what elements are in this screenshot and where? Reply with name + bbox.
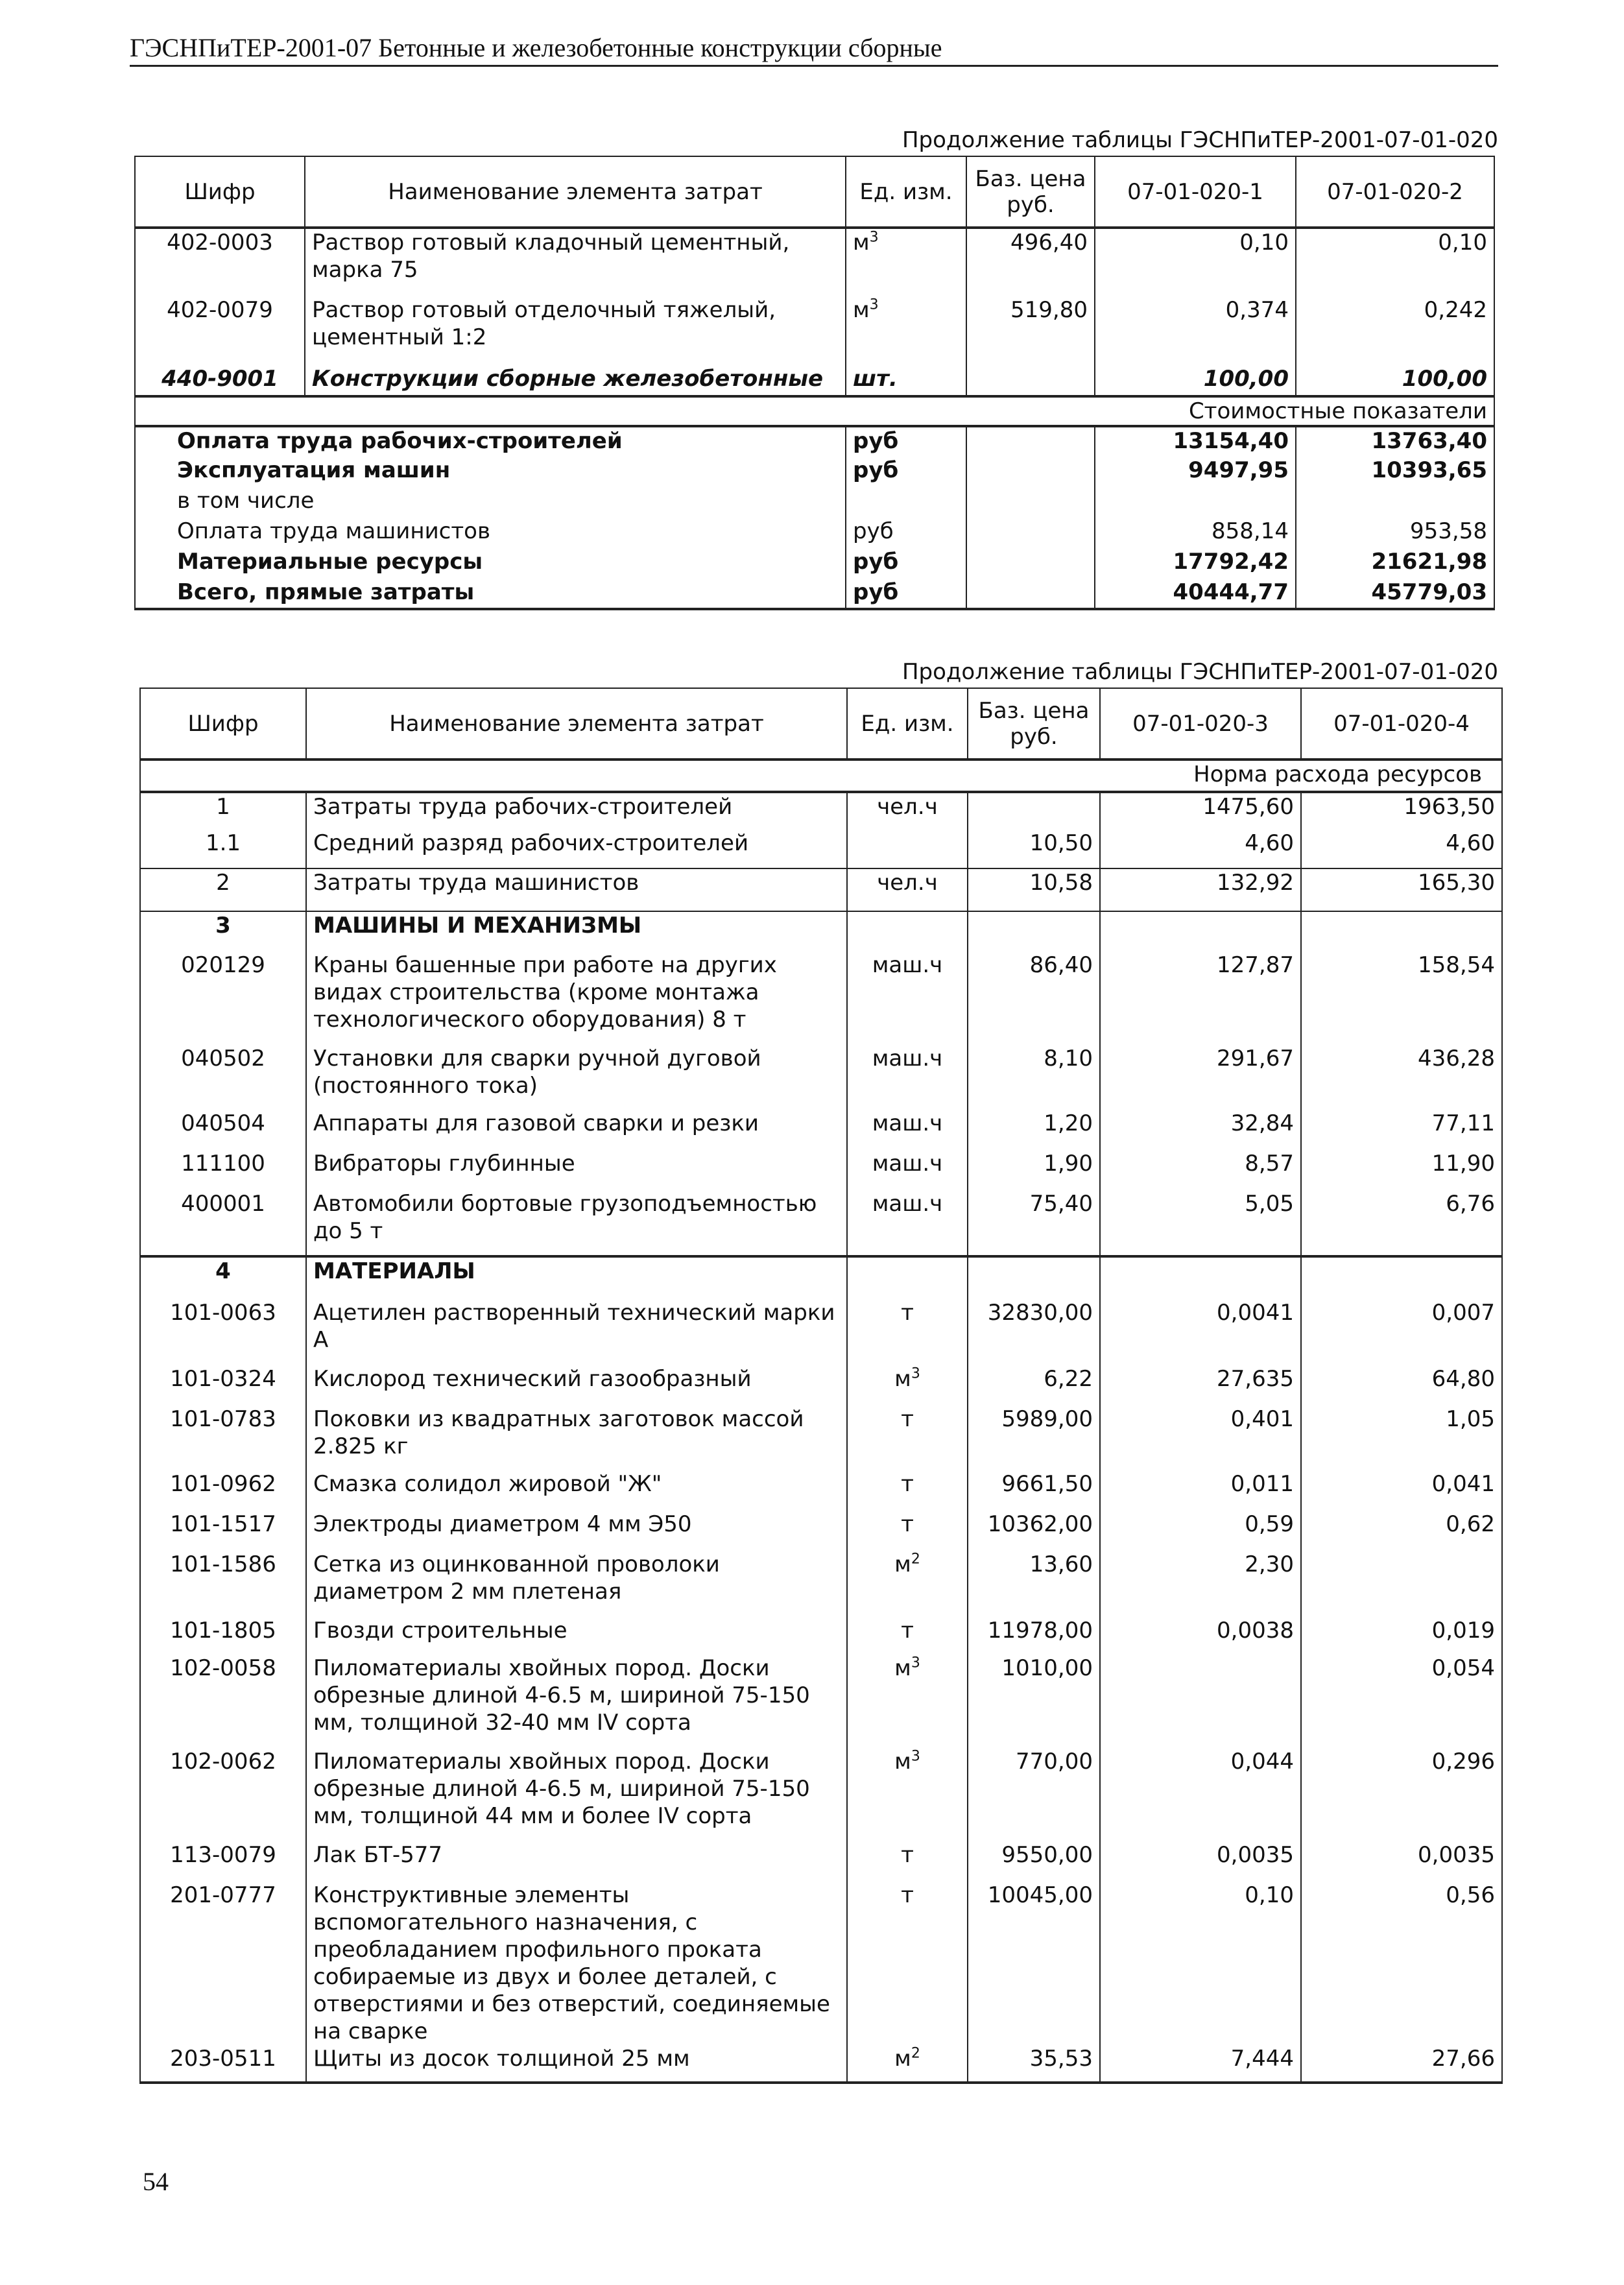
name-cell: Гвозди строительные — [306, 1617, 847, 1655]
table1-header-row — [135, 156, 1494, 228]
code-cell: 2 — [140, 868, 306, 911]
name-cell: Раствор готовый кладочный цементный, марка 75 — [305, 228, 846, 296]
value1-cell: 7,444 — [1100, 2045, 1301, 2083]
price-cell: 10,50 — [968, 830, 1100, 868]
unit-cell — [847, 868, 968, 911]
code-cell: 102-0062 — [140, 1748, 306, 1841]
col-header-name: Наименование элемента затрат — [305, 156, 846, 228]
col-header-v2: 07-01-020-4 — [1301, 688, 1502, 760]
unit-cell: руб — [846, 548, 966, 579]
value2-cell: 165,30 — [1301, 868, 1502, 911]
cost-name-cell: Всего, прямые затраты — [135, 579, 846, 609]
unit-cell — [847, 1511, 968, 1551]
price-cell: 1010,00 — [968, 1655, 1100, 1748]
value1-cell: 0,59 — [1100, 1511, 1301, 1551]
code-cell: 020129 — [140, 951, 306, 1045]
value2-cell: 0,56 — [1301, 1882, 1502, 2045]
value2-cell: 436,28 — [1301, 1045, 1502, 1110]
value2-cell — [1301, 1551, 1502, 1617]
price-cell: 10,58 — [968, 868, 1100, 911]
value2-cell: 0,041 — [1301, 1470, 1502, 1511]
value1-cell: 0,374 — [1095, 296, 1296, 365]
price-cell: 519,80 — [966, 296, 1095, 365]
value2-cell: 27,66 — [1301, 2045, 1502, 2083]
value1-cell: 8,57 — [1100, 1150, 1301, 1190]
unit-text: маш.ч — [872, 1046, 943, 1071]
name-cell: Поковки из квадратных заготовок массой 2.825 кг — [306, 1406, 847, 1470]
table-row — [140, 1841, 1502, 1882]
unit-cell: руб — [846, 579, 966, 609]
col-header-price: Баз. цена руб. — [966, 156, 1095, 228]
value1-cell: 0,401 — [1100, 1406, 1301, 1470]
unit-text: маш.ч — [872, 952, 943, 978]
value1-cell: 27,635 — [1100, 1365, 1301, 1406]
table-row — [140, 1365, 1502, 1406]
page-number: 54 — [143, 2167, 169, 2196]
price-cell — [966, 426, 1095, 457]
unit-cell — [847, 1299, 968, 1365]
value1-cell: 17792,42 — [1095, 548, 1296, 579]
name-cell: Средний разряд рабочих-строителей — [306, 830, 847, 868]
price-cell: 86,40 — [968, 951, 1100, 1045]
value2-cell: 1963,50 — [1301, 792, 1502, 830]
table-row — [140, 1470, 1502, 1511]
value1-cell: 1475,60 — [1100, 792, 1301, 830]
section-heading-row — [140, 911, 1502, 951]
code-cell: 040502 — [140, 1045, 306, 1110]
table-row — [140, 951, 1502, 1045]
name-cell: Аппараты для газовой сварки и резки — [306, 1110, 847, 1150]
price-cell — [966, 548, 1095, 579]
cost-row — [135, 457, 1494, 487]
code-cell: 101-1805 — [140, 1617, 306, 1655]
value2-cell: 0,10 — [1296, 228, 1494, 296]
unit-text: м — [894, 1366, 911, 1392]
price-cell — [968, 911, 1100, 951]
unit-text: т — [901, 1406, 914, 1432]
value2-cell: 0,019 — [1301, 1617, 1502, 1655]
table-row — [140, 1511, 1502, 1551]
price-cell: 10045,00 — [968, 1882, 1100, 2045]
value2-cell: 10393,65 — [1296, 457, 1494, 487]
table-row — [140, 1299, 1502, 1365]
price-cell: 1,20 — [968, 1110, 1100, 1150]
table-row — [140, 2045, 1502, 2083]
unit-text: маш.ч — [872, 1151, 943, 1177]
name-cell: Раствор готовый отделочный тяжелый, цементный 1:2 — [305, 296, 846, 365]
section-row — [135, 396, 1494, 426]
table-row — [140, 1045, 1502, 1110]
value2-cell: 45779,03 — [1296, 579, 1494, 609]
unit-cell — [847, 1841, 968, 1882]
col-header-code: Шифр — [135, 156, 305, 228]
cost-name-cell: Оплата труда машинистов — [135, 518, 846, 548]
table2-header-row — [140, 688, 1502, 760]
code-cell: 201-0777 — [140, 1882, 306, 2045]
unit-superscript: 3 — [911, 1748, 920, 1765]
unit-text: м — [894, 1749, 911, 1775]
unit-cell: руб — [846, 518, 966, 548]
table1-caption: Продолжение таблицы ГЭСНПиТЕР-2001-07-01-020 — [902, 127, 1498, 153]
col-header-v1: 07-01-020-3 — [1100, 688, 1301, 760]
price-cell: 6,22 — [968, 1365, 1100, 1406]
value1-cell: 2,30 — [1100, 1551, 1301, 1617]
unit-cell — [846, 228, 966, 296]
unit-superscript: 2 — [911, 1551, 920, 1568]
cost-name-cell: Эксплуатация машин — [135, 457, 846, 487]
value2-cell: 1,05 — [1301, 1406, 1502, 1470]
cost-row — [135, 487, 1494, 518]
value1-cell — [1100, 911, 1301, 951]
table-row — [140, 830, 1502, 868]
value2-cell: 0,242 — [1296, 296, 1494, 365]
cost-name-cell: Материальные ресурсы — [135, 548, 846, 579]
value2-cell: 953,58 — [1296, 518, 1494, 548]
value1-cell: 13154,40 — [1095, 426, 1296, 457]
table-row — [140, 1748, 1502, 1841]
unit-text: м — [853, 297, 870, 323]
unit-text: т — [901, 1471, 914, 1497]
price-cell: 75,40 — [968, 1190, 1100, 1256]
price-cell — [966, 457, 1095, 487]
value1-cell: 0,10 — [1095, 228, 1296, 296]
code-cell: 101-1517 — [140, 1511, 306, 1551]
price-cell: 770,00 — [968, 1748, 1100, 1841]
unit-text: т — [901, 1842, 914, 1868]
unit-cell — [847, 951, 968, 1045]
name-cell: Конструкции сборные железобетонные — [305, 365, 846, 396]
cost-row — [135, 518, 1494, 548]
unit-text: т — [901, 1511, 914, 1537]
table-row — [140, 1190, 1502, 1256]
value1-cell: 40444,77 — [1095, 579, 1296, 609]
col-header-name: Наименование элемента затрат — [306, 688, 847, 760]
value2-cell: 0,62 — [1301, 1511, 1502, 1551]
cost-row — [135, 426, 1494, 457]
value1-cell: 100,00 — [1095, 365, 1296, 396]
table-row — [135, 296, 1494, 365]
price-cell: 10362,00 — [968, 1511, 1100, 1551]
value2-cell: 100,00 — [1296, 365, 1494, 396]
table-row — [140, 1406, 1502, 1470]
unit-cell — [847, 1365, 968, 1406]
value1-cell: 858,14 — [1095, 518, 1296, 548]
value2-cell: 0,0035 — [1301, 1841, 1502, 1882]
cost-name-cell: в том числе — [135, 487, 846, 518]
value1-cell: 9497,95 — [1095, 457, 1296, 487]
name-cell: Автомобили бортовые грузоподъемностью до 5 т — [306, 1190, 847, 1256]
name-cell: Смазка солидол жировой "Ж" — [306, 1470, 847, 1511]
value2-cell: 64,80 — [1301, 1365, 1502, 1406]
name-cell: Лак БТ-577 — [306, 1841, 847, 1882]
table-row — [140, 1110, 1502, 1150]
value2-cell: 158,54 — [1301, 951, 1502, 1045]
unit-superscript: 3 — [911, 1655, 920, 1671]
value1-cell: 132,92 — [1100, 868, 1301, 911]
code-cell: 400001 — [140, 1190, 306, 1256]
unit-text: т — [901, 1300, 914, 1326]
value1-cell: 0,0035 — [1100, 1841, 1301, 1882]
code-cell: 4 — [140, 1256, 306, 1299]
name-cell: МАШИНЫ И МЕХАНИЗМЫ — [306, 911, 847, 951]
unit-cell: руб — [846, 457, 966, 487]
value1-cell: 0,011 — [1100, 1470, 1301, 1511]
price-cell: 32830,00 — [968, 1299, 1100, 1365]
value2-cell — [1296, 487, 1494, 518]
unit-superscript: 3 — [869, 296, 879, 313]
unit-text: маш.ч — [872, 1191, 943, 1217]
value2-cell: 0,054 — [1301, 1655, 1502, 1748]
price-cell — [968, 792, 1100, 830]
name-cell: Конструктивные элементы вспомогательного назначения, с преобладанием профильного проката собираемые из двух и более деталей, с отверстиями и без отверстий, соединяемые на сварке — [306, 1882, 847, 2045]
price-cell: 1,90 — [968, 1150, 1100, 1190]
table-row — [135, 228, 1494, 296]
price-cell: 9661,50 — [968, 1470, 1100, 1511]
value2-cell — [1301, 1256, 1502, 1299]
price-cell — [966, 518, 1095, 548]
value2-cell: 13763,40 — [1296, 426, 1494, 457]
name-cell: Ацетилен растворенный технический марки А — [306, 1299, 847, 1365]
unit-text: чел.ч — [877, 870, 938, 896]
table-row — [140, 1617, 1502, 1655]
unit-text: чел.ч — [877, 794, 938, 820]
page-header: ГЭСНПиТЕР-2001-07 Бетонные и железобетонные конструкции сборные — [130, 31, 1498, 67]
unit-text: т — [901, 1882, 914, 1908]
name-cell: Кислород технический газообразный — [306, 1365, 847, 1406]
unit-cell — [847, 1150, 968, 1190]
unit-cell — [847, 792, 968, 830]
value1-cell: 4,60 — [1100, 830, 1301, 868]
col-header-v1: 07-01-020-1 — [1095, 156, 1296, 228]
code-cell: 1.1 — [140, 830, 306, 868]
col-header-unit: Ед. изм. — [847, 688, 968, 760]
value1-cell: 0,0041 — [1100, 1299, 1301, 1365]
value2-cell: 6,76 — [1301, 1190, 1502, 1256]
code-cell: 102-0058 — [140, 1655, 306, 1748]
price-cell: 8,10 — [968, 1045, 1100, 1110]
code-cell: 040504 — [140, 1110, 306, 1150]
unit-text: м — [894, 2046, 911, 2072]
table-row — [140, 792, 1502, 830]
unit-cell: руб — [846, 426, 966, 457]
unit-cell — [847, 1190, 968, 1256]
code-cell: 101-0063 — [140, 1299, 306, 1365]
name-cell: Пиломатериалы хвойных пород. Доски обрезные длиной 4-6.5 м, шириной 75-150 мм, толщиной 44 мм и более IV сорта — [306, 1748, 847, 1841]
value1-cell: 0,10 — [1100, 1882, 1301, 2045]
col-header-code: Шифр — [140, 688, 306, 760]
col-header-v2: 07-01-020-2 — [1296, 156, 1494, 228]
value1-cell: 0,0038 — [1100, 1617, 1301, 1655]
value1-cell — [1100, 1655, 1301, 1748]
name-cell: Затраты труда рабочих-строителей — [306, 792, 847, 830]
price-cell: 496,40 — [966, 228, 1095, 296]
unit-superscript: 2 — [911, 2045, 920, 2062]
name-cell: Электроды диаметром 4 мм Э50 — [306, 1511, 847, 1551]
code-cell: 101-1586 — [140, 1551, 306, 1617]
code-cell: 111100 — [140, 1150, 306, 1190]
name-cell: Установки для сварки ручной дуговой (постоянного тока) — [306, 1045, 847, 1110]
price-cell — [966, 579, 1095, 609]
unit-cell — [846, 365, 966, 396]
price-cell — [966, 365, 1095, 396]
table1 — [134, 156, 1495, 610]
unit-cell — [847, 1470, 968, 1511]
code-cell: 101-0783 — [140, 1406, 306, 1470]
unit-cell — [847, 1406, 968, 1470]
code-cell: 3 — [140, 911, 306, 951]
name-cell: Вибраторы глубинные — [306, 1150, 847, 1190]
unit-cell — [846, 487, 966, 518]
table-row — [140, 1150, 1502, 1190]
table-row — [135, 365, 1494, 396]
cost-row — [135, 579, 1494, 609]
value1-cell: 32,84 — [1100, 1110, 1301, 1150]
table-row — [140, 1882, 1502, 2045]
value2-cell — [1301, 911, 1502, 951]
unit-cell — [847, 1748, 968, 1841]
name-cell: Пиломатериалы хвойных пород. Доски обрезные длиной 4-6.5 м, шириной 75-150 мм, толщиной 32-40 мм IV сорта — [306, 1655, 847, 1748]
code-cell: 402-0079 — [135, 296, 305, 365]
value2-cell: 0,296 — [1301, 1748, 1502, 1841]
unit-text: маш.ч — [872, 1110, 943, 1136]
code-cell: 402-0003 — [135, 228, 305, 296]
unit-superscript: 3 — [869, 229, 879, 246]
price-cell: 5989,00 — [968, 1406, 1100, 1470]
price-cell — [968, 1256, 1100, 1299]
unit-text: шт. — [853, 366, 898, 392]
table-row — [140, 1551, 1502, 1617]
col-header-unit: Ед. изм. — [846, 156, 966, 228]
name-cell: Сетка из оцинкованной проволоки диаметром 2 мм плетеная — [306, 1551, 847, 1617]
price-cell: 35,53 — [968, 2045, 1100, 2083]
name-cell: Щиты из досок толщиной 25 мм — [306, 2045, 847, 2083]
section-label: Норма расхода ресурсов — [140, 760, 1502, 792]
unit-cell — [846, 296, 966, 365]
value1-cell: 0,044 — [1100, 1748, 1301, 1841]
unit-cell — [847, 1110, 968, 1150]
price-cell: 13,60 — [968, 1551, 1100, 1617]
value1-cell — [1100, 1256, 1301, 1299]
value1-cell: 127,87 — [1100, 951, 1301, 1045]
code-cell: 113-0079 — [140, 1841, 306, 1882]
unit-text: м — [894, 1551, 911, 1577]
unit-cell — [847, 1256, 968, 1299]
unit-superscript: 3 — [911, 1365, 920, 1382]
cost-row — [135, 548, 1494, 579]
code-cell: 101-0962 — [140, 1470, 306, 1511]
name-cell: Затраты труда машинистов — [306, 868, 847, 911]
unit-text: м — [853, 230, 870, 256]
table-row — [140, 868, 1502, 911]
section-label: Стоимостные показатели — [135, 396, 1494, 426]
value1-cell: 291,67 — [1100, 1045, 1301, 1110]
unit-cell — [847, 830, 968, 868]
value2-cell: 4,60 — [1301, 830, 1502, 868]
unit-cell — [847, 1655, 968, 1748]
name-cell: МАТЕРИАЛЫ — [306, 1256, 847, 1299]
unit-cell — [847, 1045, 968, 1110]
name-cell: Краны башенные при работе на других видах строительства (кроме монтажа технологического оборудования) 8 т — [306, 951, 847, 1045]
price-cell: 9550,00 — [968, 1841, 1100, 1882]
unit-cell — [847, 1551, 968, 1617]
value1-cell — [1095, 487, 1296, 518]
code-cell: 101-0324 — [140, 1365, 306, 1406]
code-cell: 1 — [140, 792, 306, 830]
table2 — [139, 688, 1503, 2084]
unit-text: т — [901, 1618, 914, 1644]
value1-cell: 5,05 — [1100, 1190, 1301, 1256]
cost-name-cell: Оплата труда рабочих-строителей — [135, 426, 846, 457]
value2-cell: 11,90 — [1301, 1150, 1502, 1190]
table2-caption: Продолжение таблицы ГЭСНПиТЕР-2001-07-01-020 — [902, 659, 1498, 685]
value2-cell: 21621,98 — [1296, 548, 1494, 579]
unit-cell — [847, 1882, 968, 2045]
section-heading-row — [140, 1256, 1502, 1299]
col-header-price: Баз. цена руб. — [968, 688, 1100, 760]
unit-cell — [847, 911, 968, 951]
code-cell: 203-0511 — [140, 2045, 306, 2083]
unit-text: м — [894, 1655, 911, 1681]
unit-cell — [847, 1617, 968, 1655]
table-row — [140, 1655, 1502, 1748]
value2-cell: 0,007 — [1301, 1299, 1502, 1365]
section-row — [140, 760, 1502, 792]
value2-cell: 77,11 — [1301, 1110, 1502, 1150]
price-cell — [966, 487, 1095, 518]
price-cell: 11978,00 — [968, 1617, 1100, 1655]
unit-cell — [847, 2045, 968, 2083]
code-cell: 440-9001 — [135, 365, 305, 396]
